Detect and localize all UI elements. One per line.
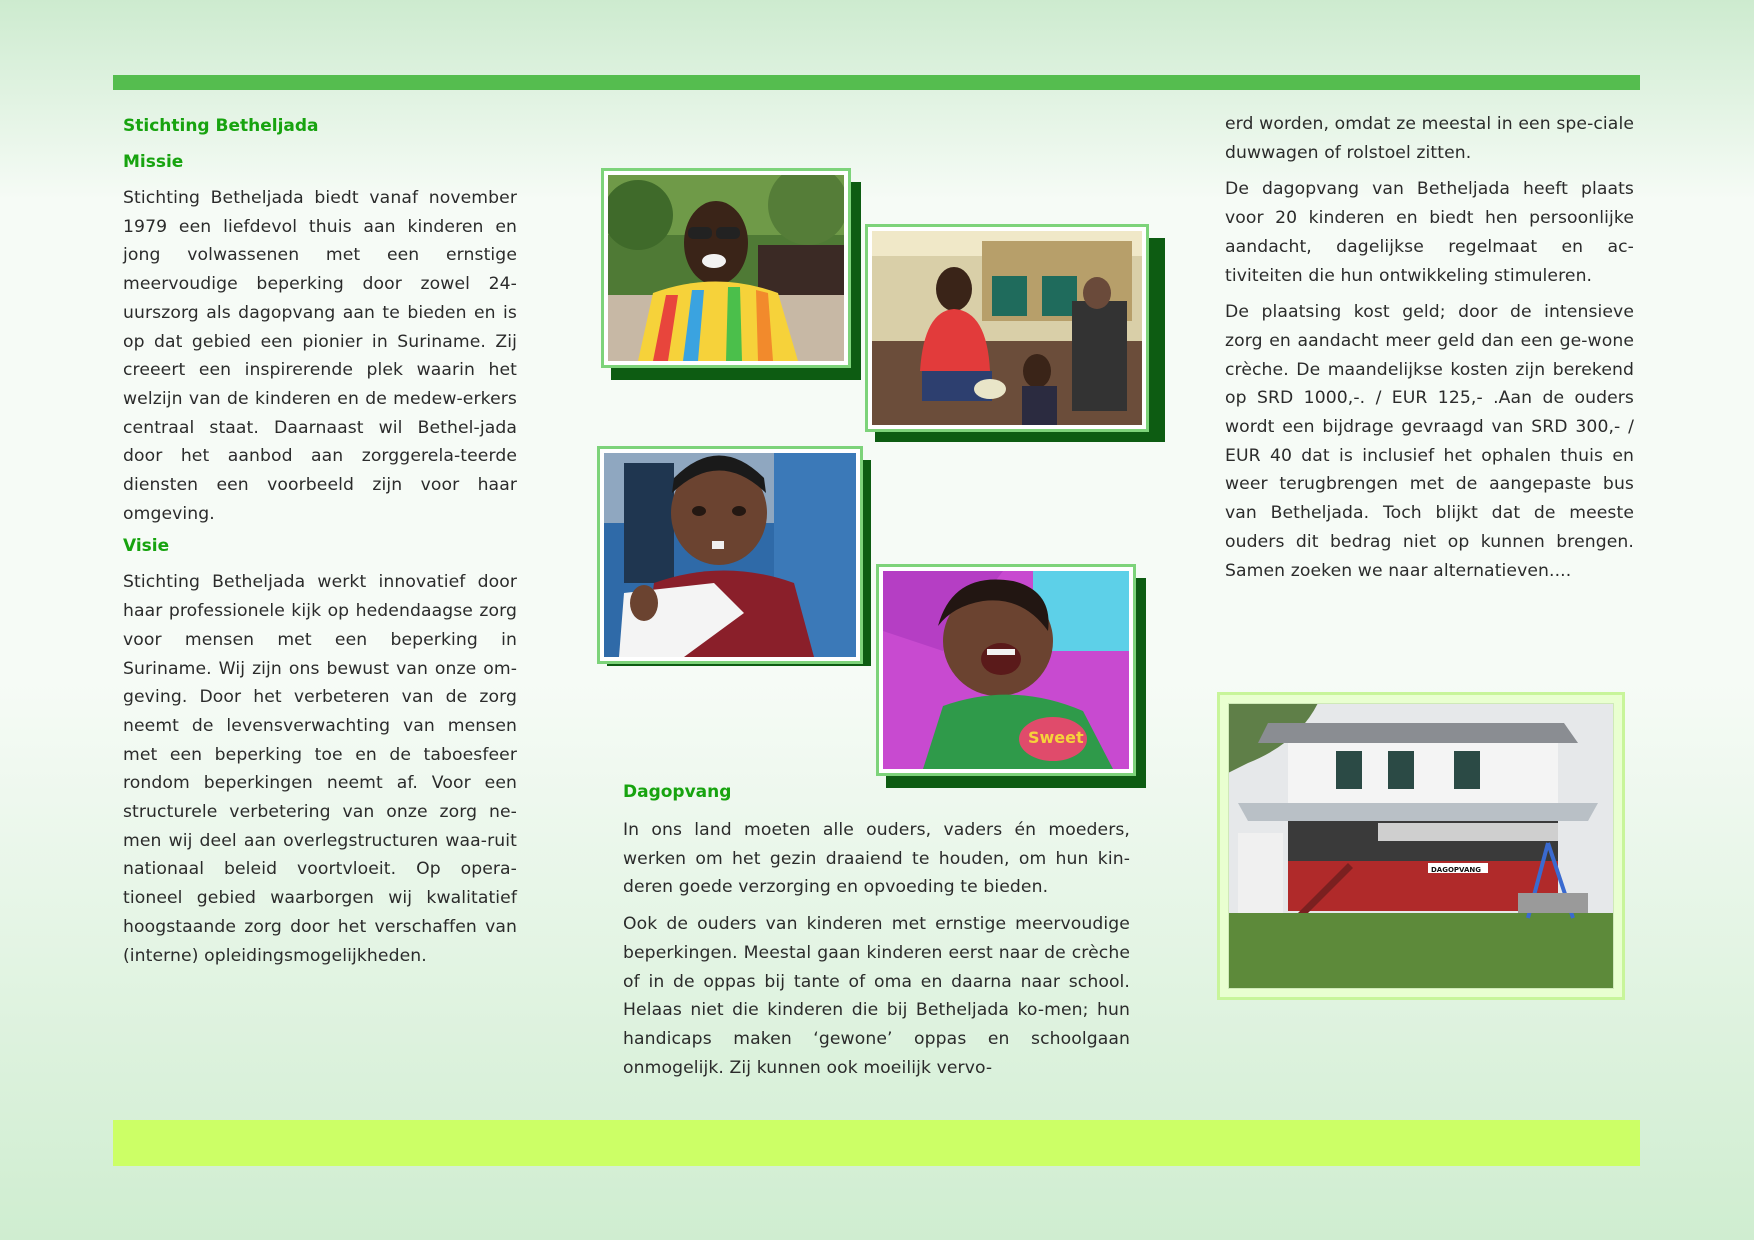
visie-heading: Visie [123,536,170,557]
dagopvang-para-1: In ons land moeten alle ouders, vaders én moeders, werken om het gezin draaiend te houden, om hun kin-deren goede verzorging en opvoeding te bieden. [623,820,1130,898]
dagopvang-heading: Dagopvang [623,782,732,802]
building-sign-text: DAGOPVANG [1431,866,1482,874]
right-para-3: De plaatsing kost geld; door de intensieve zorg en aandacht meer geld dan een ge-wone crèche. De maandelijkse kosten zijn berekend op SRD 1000,-. / EUR 125,- .Aan de ouders wordt een bijdrage gevraagd van SRD 300,- / EUR 40 dat is inclusief het ophalen thuis en weer terugbrengen met de aangepaste bus van Betheljada. Toch blijkt dat de meeste ouders dit bedrag niet op kunnen brengen. Samen zoeken we naar alternatieven.... [1225,302,1634,581]
dagopvang-para-2: Ook de ouders van kinderen met ernstige meervoudige beperkingen. Meestal gaan kinderen eerst naar de crèche of in de oppas bij tante of oma en daarna naar school. Helaas niet die kinderen die bij Betheljada ko-men; hun handicaps maken ‘gewone’ oppas en schoolgaan onmogelijk. Zij kunnen ook moeilijk vervo- [623,914,1130,1078]
visie-text: Stichting Betheljada werkt innovatief door haar professionele kijk op hedendaagse zorg voor mensen met een beperking in Suriname. Wij zijn ons bewust van onze om-geving. Door het verbeteren van de zorg neemt de levensverwachting van mensen met een beperking toe en de taboesfeer rondom beperkingen neemt af. Voor een structurele verbetering van onze zorg ne-men wij deel aan overlegstructuren waa-ruit nationaal beleid voortvloeit. Op opera-tioneel gebied waarborgen wij kwalitatief hoogstaande zorg door het verschaffen van (interne) opleidingsmogelijkheden. [123,572,517,966]
right-column [1225,110,1634,593]
top-decorative-bar [113,75,1640,90]
right-para-1: erd worden, omdat ze meestal in een spe-ciale duwwagen of rolstoel zitten. [1225,114,1634,163]
missie-text: Stichting Betheljada biedt vanaf november 1979 een liefdevol thuis aan kinderen en jong volwassenen met een ernstige meervoudige beperking door zowel 24-uurszorg als dagopvang aan te bieden en is op dat gebied een pionier in Suriname. Zij creeert een inspirerende plek waarin het welzijn van de kinderen en de medew-erkers centraal staat. Daarnaast wil Bethel-jada door het aanbod aan zorggerela-teerde diensten een voorbeeld zijn voor haar omgeving. [123,188,517,524]
organization-title: Stichting Betheljada [123,116,319,136]
left-column [123,116,517,978]
photo-dagopvang-building [1217,692,1625,1000]
missie-heading: Missie [123,152,184,172]
bottom-decorative-bar [113,1120,1640,1166]
middle-column [623,782,1130,1090]
shirt-print-text: Sweet [1028,728,1084,747]
right-para-2: De dagopvang van Betheljada heeft plaats voor 20 kinderen en biedt hen persoonlijke aandacht, dagelijkse regelmaat en ac-tiviteiten die hun ontwikkeling stimuleren. [1225,179,1634,286]
